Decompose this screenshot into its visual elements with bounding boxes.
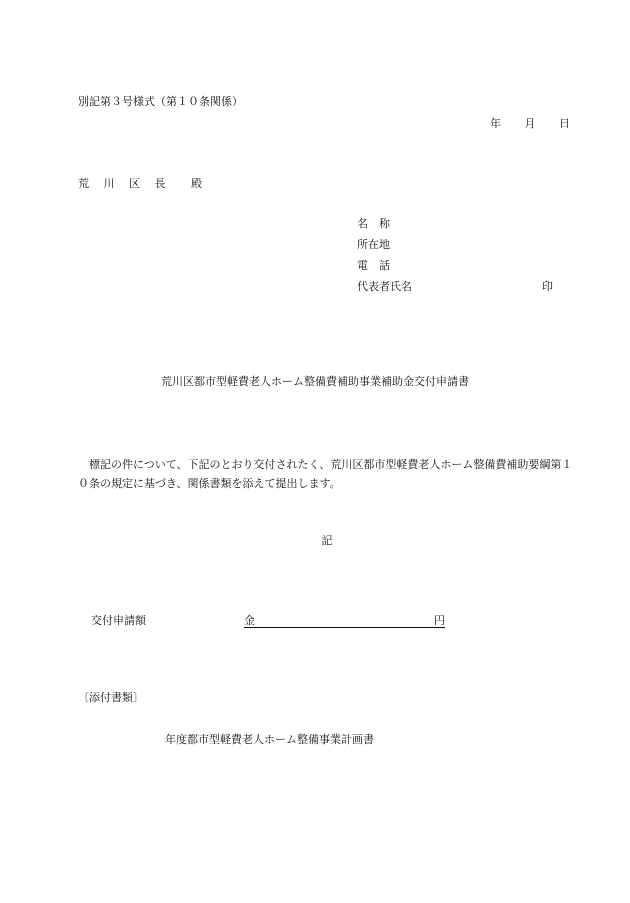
applicant-block [357,217,557,301]
amount-label: 交付申請額 [91,614,146,627]
ki-heading: 記 [321,534,333,547]
date-field [490,117,570,131]
amount-suffix: 円 [434,614,445,627]
addressee-char: 区 [129,177,140,190]
date-month-label: 月 [524,117,536,130]
addressee-char: 長 [154,177,166,190]
attachment-item: 年度都市型軽費老人ホーム整備事業計画書 [165,733,374,746]
applicant-address-label: 所在地 [357,238,390,251]
applicant-phone-row [357,259,557,280]
body-paragraph: 標記の件について、下記のとおり交付されたく、荒川区都市型軽費老人ホーム整備費補助要綱第１０条の規定に基づき、関係書類を添えて提出します。 [78,458,573,490]
addressee-honorific: 殿 [191,177,202,190]
date-year-label: 年 [490,117,501,130]
amount-prefix: 金 [244,614,255,627]
addressee-char: 荒 [78,177,89,190]
date-day-label: 日 [559,117,570,130]
addressee [78,177,202,191]
applicant-representative-row [357,280,557,301]
form-number: 別記第３号様式（第１０条関係） [78,95,243,108]
applicant-name-label: 名 称 [357,217,390,230]
addressee-char: 川 [103,177,115,190]
applicant-address-row [357,238,557,259]
attachments-heading: 〔添付書類〕 [78,691,144,704]
applicant-name-row [357,217,557,238]
applicant-phone-label: 電 話 [357,259,390,272]
amount-field [244,614,445,628]
document-title: 荒川区都市型軽費老人ホーム整備費補助事業補助金交付申請書 [161,375,469,388]
seal-mark: 印 [542,280,553,293]
applicant-representative-label: 代表者氏名 [357,280,412,293]
